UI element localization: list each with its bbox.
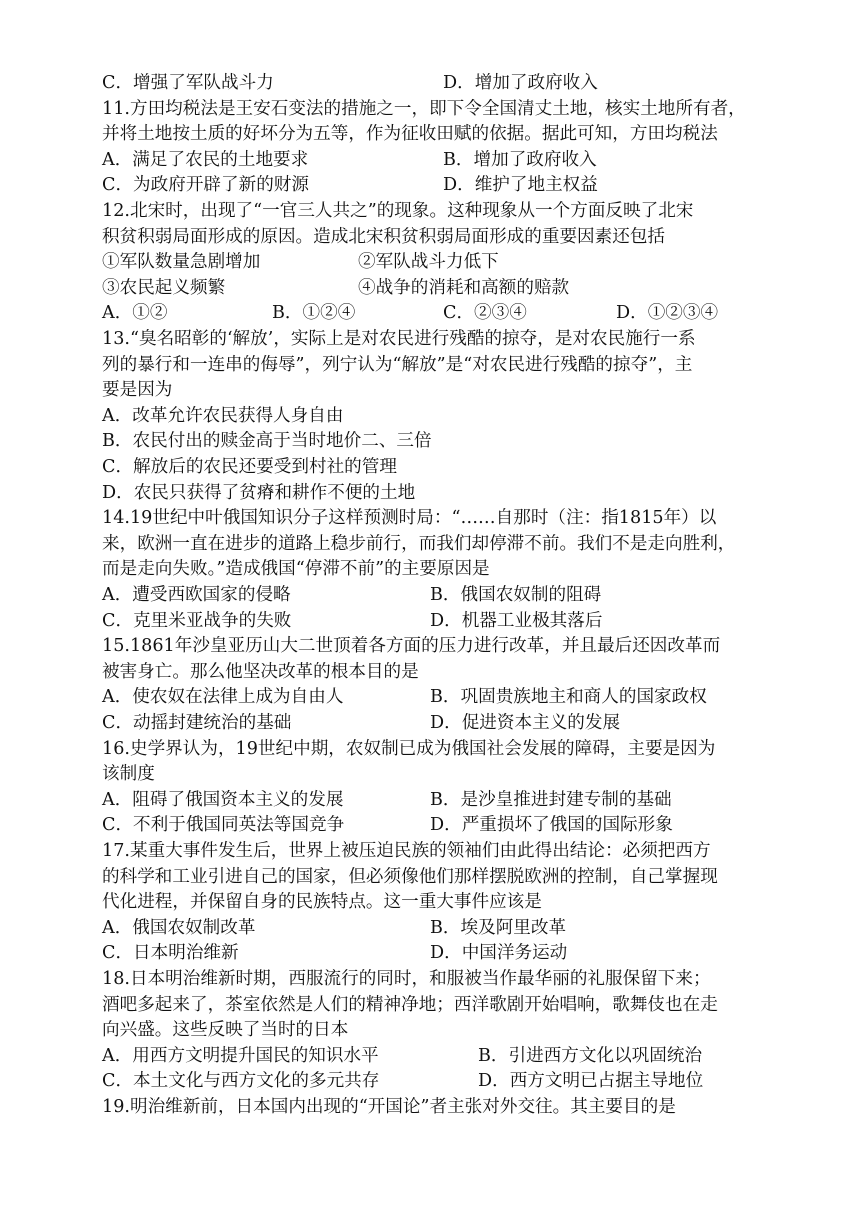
- text-segment: 该制度: [102, 764, 155, 785]
- option-text: D．西方文明已占据主导地位: [478, 1071, 704, 1092]
- text-line: [102, 531, 735, 557]
- option-text: C．②③④: [443, 303, 527, 324]
- text-segment: C．增强了军队战斗力: [102, 73, 274, 93]
- text-segment: 的科学和工业引进自己的国家，但必须像他们那样摆脱欧洲的控制，自己掌握现: [102, 866, 718, 887]
- text-segment: 列的暴行和一连串的侮辱”，列宁认为“解放”是“对农民进行残酷的掠夺”，主: [102, 354, 693, 375]
- text-segment: A．改革允许农民获得人身自由: [102, 405, 344, 426]
- text-segment: 而是走向失败。”造成俄国“停滞不前”的主要原因是: [102, 559, 490, 580]
- text-segment: ③农民起义频繁: [102, 277, 226, 298]
- text-segment: 酒吧多起来了，茶室依然是人们的精神净地；西洋歌剧开始唱响，歌舞伎也在走: [102, 994, 718, 1015]
- text-line: [102, 480, 415, 506]
- option-text: D．①②③④: [616, 303, 719, 324]
- text-segment: D．农民只获得了贫瘠和耕作不便的土地: [102, 482, 416, 503]
- text-segment: 来，欧洲一直在进步的道路上稳步前行，而我们却停滞不前。我们不是走向胜利，: [102, 533, 736, 554]
- text-segment: 14.19世纪中叶俄国知识分子这样预测时局：“……自那时（注：指1815年）以: [102, 508, 717, 529]
- text-line: [102, 1017, 348, 1043]
- text-line: [102, 582, 602, 608]
- text-segment: C．动摇封建统治的基础: [102, 713, 292, 733]
- option-text: ②军队战斗力低下: [358, 252, 499, 273]
- text-segment: 被害身亡。那么他坚决改革的根本目的是: [102, 661, 419, 682]
- option-text: B．①②④: [272, 303, 356, 324]
- text-segment: 15.1861年沙皇亚历山大二世顶着各方面的压力进行改革，并且最后还因改革而: [102, 636, 721, 657]
- text-segment: 积贫积弱局面形成的原因。造成北宋积贫积弱局面形成的重要因素还包括: [102, 226, 666, 247]
- option-text: D．促进资本主义的发展: [430, 713, 621, 733]
- text-segment: A．用西方文明提升国民的知识水平: [102, 1045, 379, 1066]
- option-text: D．增加了政府收入: [443, 73, 598, 93]
- option-text: D．机器工业极其落后: [430, 610, 603, 631]
- text-line: [102, 198, 693, 224]
- text-line: [102, 1094, 676, 1120]
- text-line: [102, 428, 432, 454]
- text-line: [102, 147, 597, 173]
- text-line: [102, 1068, 704, 1094]
- option-text: D．中国洋务运动: [430, 943, 568, 964]
- text-line: [102, 224, 665, 250]
- text-line: [102, 96, 746, 122]
- text-line: [102, 249, 499, 275]
- text-line: [102, 787, 672, 813]
- option-text: B．埃及阿里改革: [430, 917, 567, 938]
- text-segment: A．满足了农民的土地要求: [102, 149, 309, 170]
- text-line: [102, 940, 568, 966]
- text-line: [102, 352, 692, 378]
- text-line: [102, 121, 718, 147]
- text-line: [102, 761, 155, 787]
- text-segment: 13.“臭名昭彰的‘解放’，实际上是对农民进行残酷的掠夺，是对农民施行一系: [102, 329, 696, 349]
- text-line: [102, 864, 718, 890]
- text-line: [102, 275, 570, 301]
- text-line: [102, 300, 719, 326]
- option-text: B．是沙皇推进封建专制的基础: [430, 789, 672, 810]
- text-segment: 并将土地按土质的好坏分为五等，作为征收田赋的依据。据此可知，方田均税法: [102, 124, 718, 145]
- text-segment: C．解放后的农民还要受到村社的管理: [102, 457, 397, 477]
- text-line: [102, 70, 598, 96]
- text-line: [102, 889, 542, 915]
- text-segment: 11.方田均税法是王安石变法的措施之一，即下令全国清丈土地，核实土地所有者，: [102, 98, 746, 119]
- text-segment: 向兴盛。这些反映了当时的日本: [102, 1020, 349, 1041]
- text-line: [102, 556, 490, 582]
- text-segment: C．日本明治维新: [102, 943, 239, 964]
- text-segment: C．为政府开辟了新的财源: [102, 175, 309, 196]
- text-line: [102, 915, 567, 941]
- text-line: [102, 377, 172, 403]
- text-segment: B．农民付出的赎金高于当时地价二、三倍: [102, 431, 432, 452]
- text-line: [102, 326, 696, 352]
- text-line: [102, 812, 673, 838]
- text-line: [102, 966, 711, 992]
- text-line: [102, 659, 419, 685]
- text-segment: 要是因为: [102, 380, 173, 401]
- text-segment: A．俄国农奴制改革: [102, 917, 256, 938]
- text-line: [102, 992, 718, 1018]
- text-segment: 18.日本明治维新时期，西服流行的同时，和服被当作最华丽的礼服保留下来；: [102, 969, 711, 989]
- text-line: [102, 633, 720, 659]
- text-segment: C．本土文化与西方文化的多元共存: [102, 1071, 380, 1092]
- text-line: [102, 838, 711, 864]
- option-text: B．引进西方文化以巩固统治: [478, 1045, 703, 1066]
- option-text: ④战争的消耗和高额的赔款: [358, 277, 570, 298]
- text-line: [102, 1043, 703, 1069]
- text-segment: 代化进程，并保留自身的民族特点。这一重大事件应该是: [102, 892, 542, 913]
- option-text: D．维护了地主权益: [443, 175, 598, 196]
- text-line: [102, 710, 621, 736]
- text-line: [102, 172, 598, 198]
- text-segment: 12.北宋时，出现了“一官三人共之”的现象。这种现象从一个方面反映了北宋: [102, 201, 694, 221]
- option-text: B．增加了政府收入: [443, 149, 597, 170]
- option-text: D．严重损坏了俄国的国际形象: [430, 815, 673, 836]
- text-segment: A．阻碍了俄国资本主义的发展: [102, 789, 344, 810]
- text-line: [102, 403, 343, 429]
- text-segment: A．遭受西欧国家的侵略: [102, 585, 291, 605]
- text-segment: 16.史学界认为，19世纪中期，农奴制已成为俄国社会发展的障碍，主要是因为: [102, 738, 716, 759]
- text-line: [102, 454, 397, 480]
- text-line: [102, 684, 707, 710]
- text-segment: A．①②: [102, 303, 168, 324]
- text-line: [102, 736, 715, 762]
- text-line: [102, 505, 716, 531]
- text-segment: 19.明治维新前，日本国内出现的“开国论”者主张对外交往。其主要目的是: [102, 1097, 676, 1117]
- text-segment: ①军队数量急剧增加: [102, 252, 261, 273]
- text-segment: C．不利于俄国同英法等国竞争: [102, 815, 345, 836]
- text-segment: 17.某重大事件发生后，世界上被压迫民族的领袖们由此得出结论：必须把西方: [102, 841, 711, 861]
- text-segment: C．克里米亚战争的失败: [102, 610, 292, 631]
- text-segment: A．使农奴在法律上成为自由人: [102, 687, 344, 708]
- option-text: B．巩固贵族地主和商人的国家政权: [430, 687, 707, 708]
- text-line: [102, 608, 603, 634]
- option-text: B．俄国农奴制的阻碍: [430, 585, 602, 605]
